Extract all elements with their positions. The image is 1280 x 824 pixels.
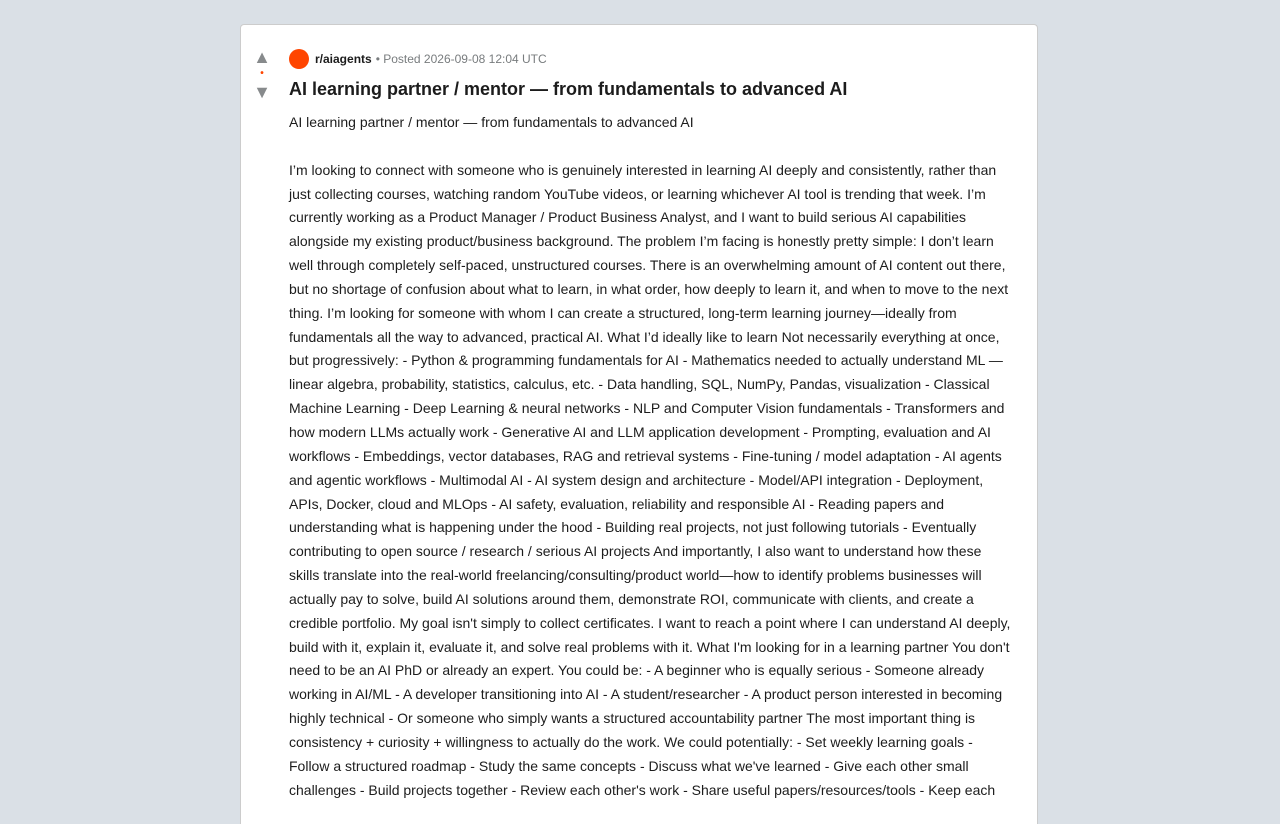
- paragraph-spacer: [289, 135, 1013, 159]
- post-card: [240, 24, 1038, 824]
- post-body: [289, 111, 1013, 802]
- post-timestamp: • Posted 2026-09-08 12:04 UTC: [375, 52, 547, 66]
- post-body-text: I’m looking to connect with someone who is genuinely interested in learning AI deeply and consistently, rather than just collecting courses, watching random YouTube videos, or learning whichever AI tool is trending that week. I’m currently working as a Product Manager / Product Business Analyst, and I want to build serious AI capabilities alongside my existing product/business background. The problem I’m facing is honestly pretty simple: I don’t learn well through completely self-paced, unstructured courses. There is an overwhelming amount of AI content out there, but no shortage of confusion about what to learn, in what order, how deeply to learn it, and when to move to the next thing. I’m looking for someone with whom I can create a structured, long-term learning journey—ideally from fundamentals all the way to advanced, practical AI. What I’d ideally like to learn Not necessarily everything at once, but progressively: - Python & programming fundamentals for AI - Mathematics needed to actually understand ML — linear algebra, probability, statistics, calculus, etc. - Data handling, SQL, NumPy, Pandas, visualization - Classical Machine Learning - Deep Learning & neural networks - NLP and Computer Vision fundamentals - Transformers and how modern LLMs actually work - Generative AI and LLM application development - Prompting, evaluation and AI workflows - Embeddings, vector databases, RAG and retrieval systems - Fine-tuning / model adaptation - AI agents and agentic workflows - Multimodal AI - AI system design and architecture - Model/API integration - Deployment, APIs, Docker, cloud and MLOps - AI safety, evaluation, reliability and responsible AI - Reading papers and understanding what is happening under the hood - Building real projects, not just following tutorials - Eventually contributing to open source / research / serious AI projects And importantly, I also want to understand how these skills translate into the real-world freelancing/consulting/product world—how to identify problems businesses will actually pay to solve, build AI solutions around them, demonstrate ROI, communicate with clients, and create a credible portfolio. My goal isn't simply to collect certificates. I want to reach a point where I can understand AI deeply, build with it, explain it, evaluate it, and solve real problems with it. What I'm looking for in a learning partner You don't need to be an AI PhD or already an expert. You could be: - A beginner who is equally serious - Someone already working in AI/ML - A developer transitioning into AI - A student/researcher - A product person interested in becoming highly technical - Or someone who simply wants a structured accountability partner The most important thing is consistency + curiosity + willingness to actually do the work. We could potentially: - Set weekly learning goals - Follow a structured roadmap - Study the same concepts - Discuss what we've learned - Give each other small challenges - Build projects together - Review each other's work - Share useful papers/resources/tools - Keep each: [289, 161, 1011, 798]
- post-content: [289, 49, 1013, 802]
- subreddit-link[interactable]: r/aiagents: [315, 52, 372, 66]
- post-body-heading: AI learning partner / mentor — from fundamentals to advanced AI: [289, 114, 694, 130]
- post-title[interactable]: AI learning partner / mentor — from fundamentals to advanced AI: [289, 79, 848, 99]
- vote-score: •: [260, 68, 264, 79]
- upvote-arrow-icon[interactable]: ▲: [253, 47, 271, 67]
- post-meta: [289, 49, 1013, 69]
- downvote-arrow-icon[interactable]: ▼: [253, 82, 271, 102]
- vote-column: [241, 47, 283, 102]
- subreddit-avatar-icon[interactable]: [289, 49, 309, 69]
